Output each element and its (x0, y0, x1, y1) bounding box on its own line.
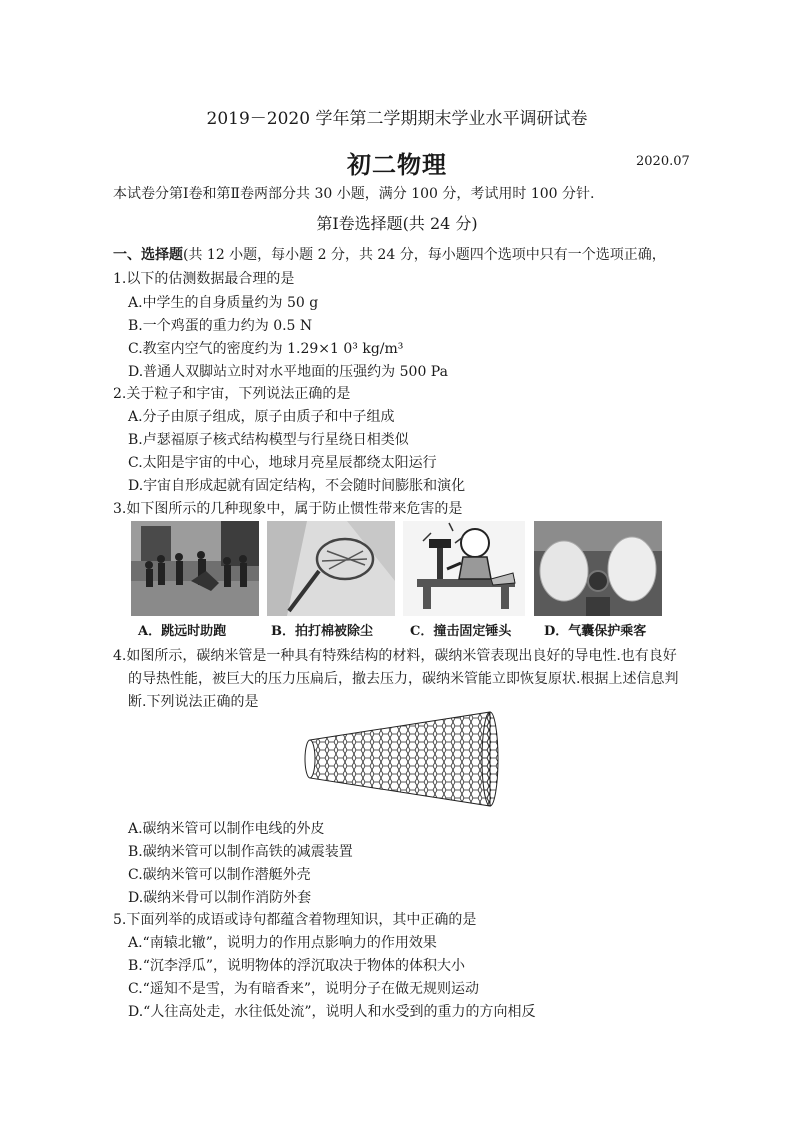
caption-b: B．拍打棉被除尘 (271, 624, 373, 639)
figure-long-jump (131, 521, 259, 616)
q4-option-b: B.碳纳米管可以制作高铁的减震装置 (128, 844, 353, 860)
q1-option-a: A.中学生的自身质量约为 50 g (128, 295, 319, 311)
figure-airbag (534, 521, 662, 616)
caption-a: A．跳远时助跑 (138, 624, 227, 639)
q5-option-d: D.“人往高处走，水往低处流”，说明人和水受到的重力的方向相反 (128, 1004, 536, 1020)
subject-title: 初二物理 (347, 150, 447, 179)
q2-option-a: A.分子由原子组成，原子由质子和中子组成 (128, 409, 395, 425)
part-instruction-rest: (共 12 小题，每小题 2 分，共 24 分，每小题四个选项中只有一个选项正确， (183, 247, 666, 263)
caption-d: D．气囊保护乘客 (544, 624, 647, 639)
q4-stem-line3: 断.下列说法正确的是 (128, 694, 259, 710)
q3-stem: 3.如下图所示的几种现象中，属于防止惯性带来危害的是 (113, 501, 463, 517)
q1-stem: 1.以下的估测数据最合理的是 (113, 271, 295, 287)
q4-stem-line1: 4.如图所示，碳纳米管是一种具有特殊结构的材料，碳纳米管表现出良好的导电性.也有良好 (113, 648, 677, 664)
q2-stem: 2.关于粒子和宇宙，下列说法正确的是 (113, 386, 351, 402)
q2-option-b: B.卢瑟福原子核式结构模型与行星绕日相类似 (128, 432, 409, 448)
q4-stem-line2: 的导热性能，被巨大的压力压扁后，撤去压力，碳纳米管能立即恢复原状.根据上述信息判 (128, 671, 679, 687)
q5-stem: 5.下面列举的成语或诗句都蕴含着物理知识，其中正确的是 (113, 912, 477, 928)
section-title: 第Ⅰ卷选择题(共 24 分) (316, 214, 478, 233)
part-instruction-lead: 一、选择题 (113, 247, 183, 263)
hammer-cartoon (403, 521, 525, 616)
q4-option-d: D.碳纳米骨可以制作消防外套 (128, 890, 312, 906)
figure-hammer (403, 521, 531, 616)
exam-date: 2020.07 (636, 154, 690, 169)
q1-option-d: D.普通人双脚站立时对水平地面的压强约为 500 Pa (128, 364, 448, 380)
exam-intro: 本试卷分第Ⅰ卷和第Ⅱ卷两部分共 30 小题，满分 100 分，考试用时 100 分针. (113, 186, 595, 202)
q5-option-c: C.“遥知不是雪，为有暗香来”，说明分子在做无规则运动 (128, 981, 479, 997)
airbag-photo (534, 521, 662, 616)
q4-option-c: C.碳纳米管可以制作潜艇外壳 (128, 867, 311, 883)
quilt-beater-photo (267, 521, 395, 616)
q2-option-d: D.宇宙自形成起就有固定结构，不会随时间膨胀和演化 (128, 478, 466, 494)
figure-beat-quilt (267, 521, 395, 616)
carbon-nanotube-figure (300, 710, 500, 808)
exam-title: 2019－2020 学年第二学期期末学业水平调研试卷 (206, 109, 588, 129)
q1-option-c: C.教室内空气的密度约为 1.29×1 0³ kg/m³ (128, 341, 404, 357)
part-instruction (113, 244, 666, 264)
q5-option-b: B.“沉李浮瓜”，说明物体的浮沉取决于物体的体积大小 (128, 958, 466, 974)
q4-option-a: A.碳纳米管可以制作电线的外皮 (128, 821, 325, 837)
q1-option-b: B.一个鸡蛋的重力约为 0.5 N (128, 318, 313, 334)
caption-c: C．撞击固定锤头 (410, 624, 512, 639)
q5-option-a: A.“南辕北辙”，说明力的作用点影响力的作用效果 (128, 935, 437, 951)
q2-option-c: C.太阳是宇宙的中心，地球月亮星辰都绕太阳运行 (128, 455, 437, 471)
long-jump-photo (131, 521, 259, 616)
q3-figures (131, 521, 525, 616)
